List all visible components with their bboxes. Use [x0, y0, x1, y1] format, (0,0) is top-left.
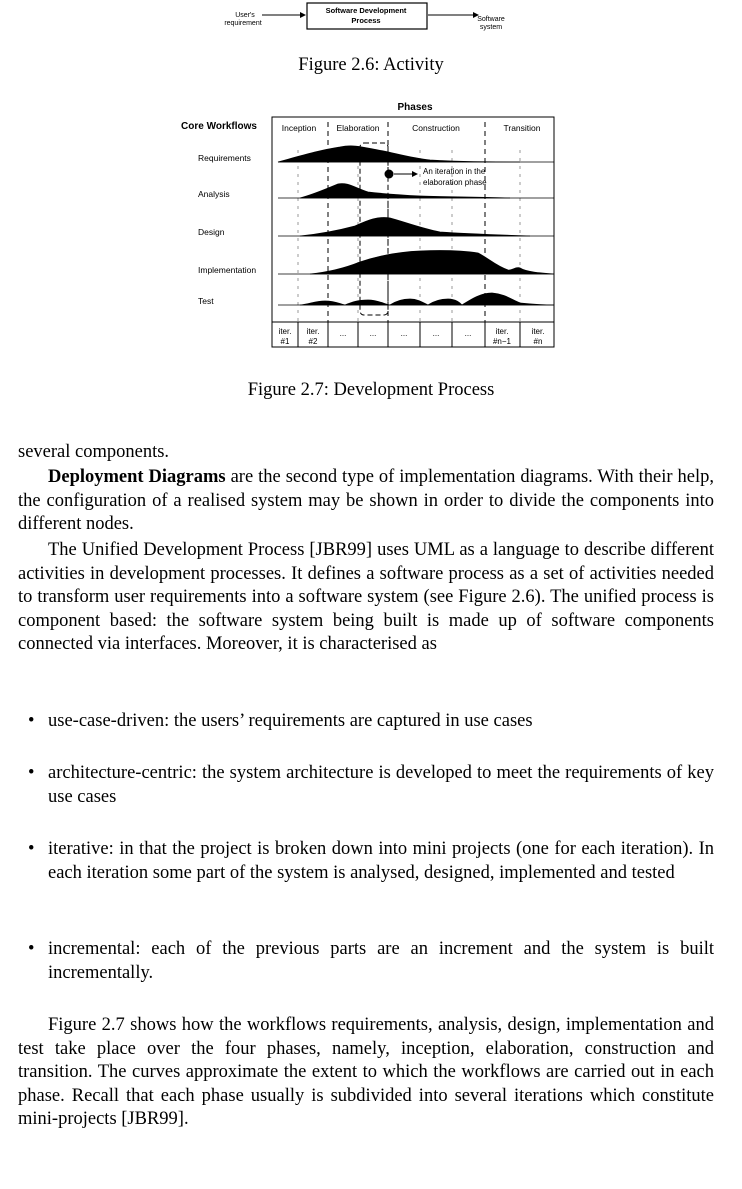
- phases-title: Phases: [397, 102, 433, 113]
- workflow-label-test: Test: [198, 296, 214, 306]
- workflow-label-implementation: Implementation: [198, 265, 257, 275]
- iteration-label-top: iter.: [531, 327, 545, 336]
- implementation-curve: [310, 251, 554, 274]
- figure-2-7-caption: Figure 2.7: Development Process: [247, 380, 495, 400]
- iteration-label-top: iter.: [278, 327, 292, 336]
- input-label-line2: requirement: [224, 20, 262, 27]
- bullet-icon: •: [28, 763, 35, 783]
- bullet-icon: •: [28, 711, 35, 731]
- list-item: [28, 762, 714, 809]
- test-curve: [300, 293, 554, 305]
- iteration-label-top: ...: [400, 329, 408, 338]
- phase-label-construction: Construction: [412, 123, 460, 133]
- workflow-label-requirements: Requirements: [198, 153, 251, 163]
- term-deployment-diagrams: Deployment Diagrams: [48, 467, 226, 487]
- list-item-text: use-case-driven: the users’ requirements are captured in use cases: [48, 711, 533, 731]
- bullet-icon: •: [28, 939, 35, 959]
- paragraph-deployment-text: are the second type of implementation diagrams. With their help, the configuration of a realised system may be shown in order to divide the components into different nodes.: [18, 467, 714, 535]
- annotation-line2: elaboration phase: [423, 178, 487, 187]
- iteration-label-top: iter.: [306, 327, 320, 336]
- iteration-label-top: iter.: [495, 327, 509, 336]
- list-item: [28, 710, 714, 734]
- list-item: [28, 938, 714, 985]
- requirements-curve: [278, 146, 520, 162]
- development-process-diagram: [0, 95, 742, 355]
- annotation-line1: An iteration in the: [423, 167, 486, 176]
- activity-diagram: [0, 0, 742, 40]
- paragraph-unified-process: The Unified Development Process [JBR99] uses UML as a language to describe different activities in development processes. It defines a software process as a set of activities needed to transform user requirements into a software system (see Figure 2.6). The unified process is component based: the software system being built is made up of software components connected via interfaces. Moreover, it is characterised as: [18, 540, 714, 655]
- iteration-label-top: ...: [369, 329, 377, 338]
- workflow-label-analysis: Analysis: [198, 189, 230, 199]
- input-arrowhead-icon: [300, 12, 306, 18]
- phase-label-inception: Inception: [281, 123, 317, 133]
- input-label-line1: User's: [235, 12, 255, 19]
- list-item-text: incremental: each of the previous parts are an increment and the system is built incrementally.: [48, 939, 714, 983]
- paragraph-deployment-diagrams: [18, 466, 714, 537]
- iteration-labels: [279, 327, 545, 346]
- iteration-marker-icon: [385, 170, 394, 179]
- output-label-line2: system: [479, 24, 503, 31]
- paragraph-figure-explanation: Figure 2.7 shows how the workflows requirements, analysis, design, implementation and test take place over the four phases, namely, inception, elaboration, construction and transition. The curves approximate the extent to which the workflows are carried out in each phase. Recall that each phase usually is subdivided into several iterations which constitute mini-projects [JBR99].: [18, 1015, 714, 1130]
- output-label-line1: Software: [477, 16, 505, 23]
- iteration-label-top: ...: [432, 329, 440, 338]
- iteration-label-top: ...: [464, 329, 472, 338]
- annotation-arrowhead-icon: [412, 171, 418, 177]
- phase-label-elaboration: Elaboration: [336, 123, 380, 133]
- workflow-label-design: Design: [198, 227, 225, 237]
- iteration-label-top: ...: [339, 329, 347, 338]
- iteration-label-bottom: #1: [280, 337, 290, 346]
- iteration-label-bottom: #2: [308, 337, 318, 346]
- design-curve: [300, 217, 530, 236]
- workflow-curves: [278, 146, 554, 305]
- list-item-text: architecture-centric: the system architecture is developed to meet the requirements of key use cases: [48, 763, 714, 807]
- bullet-icon: •: [28, 839, 35, 859]
- paragraph-continuation: several components.: [18, 442, 170, 462]
- list-item: [28, 838, 714, 885]
- process-label-line1: Software Development: [325, 6, 407, 15]
- iteration-label-bottom: #n−1: [492, 337, 512, 346]
- process-label-line2: Process: [351, 16, 381, 25]
- figure-2-6-caption: Figure 2.6: Activity: [298, 55, 444, 75]
- core-workflows-title: Core Workflows: [181, 121, 257, 132]
- iteration-label-bottom: #n: [533, 337, 543, 346]
- list-item-text: iterative: in that the project is broken down into mini projects (one for each iteration). In each iteration some part of the system is analysed, designed, implemented and tested: [48, 839, 714, 883]
- phase-label-transition: Transition: [503, 123, 541, 133]
